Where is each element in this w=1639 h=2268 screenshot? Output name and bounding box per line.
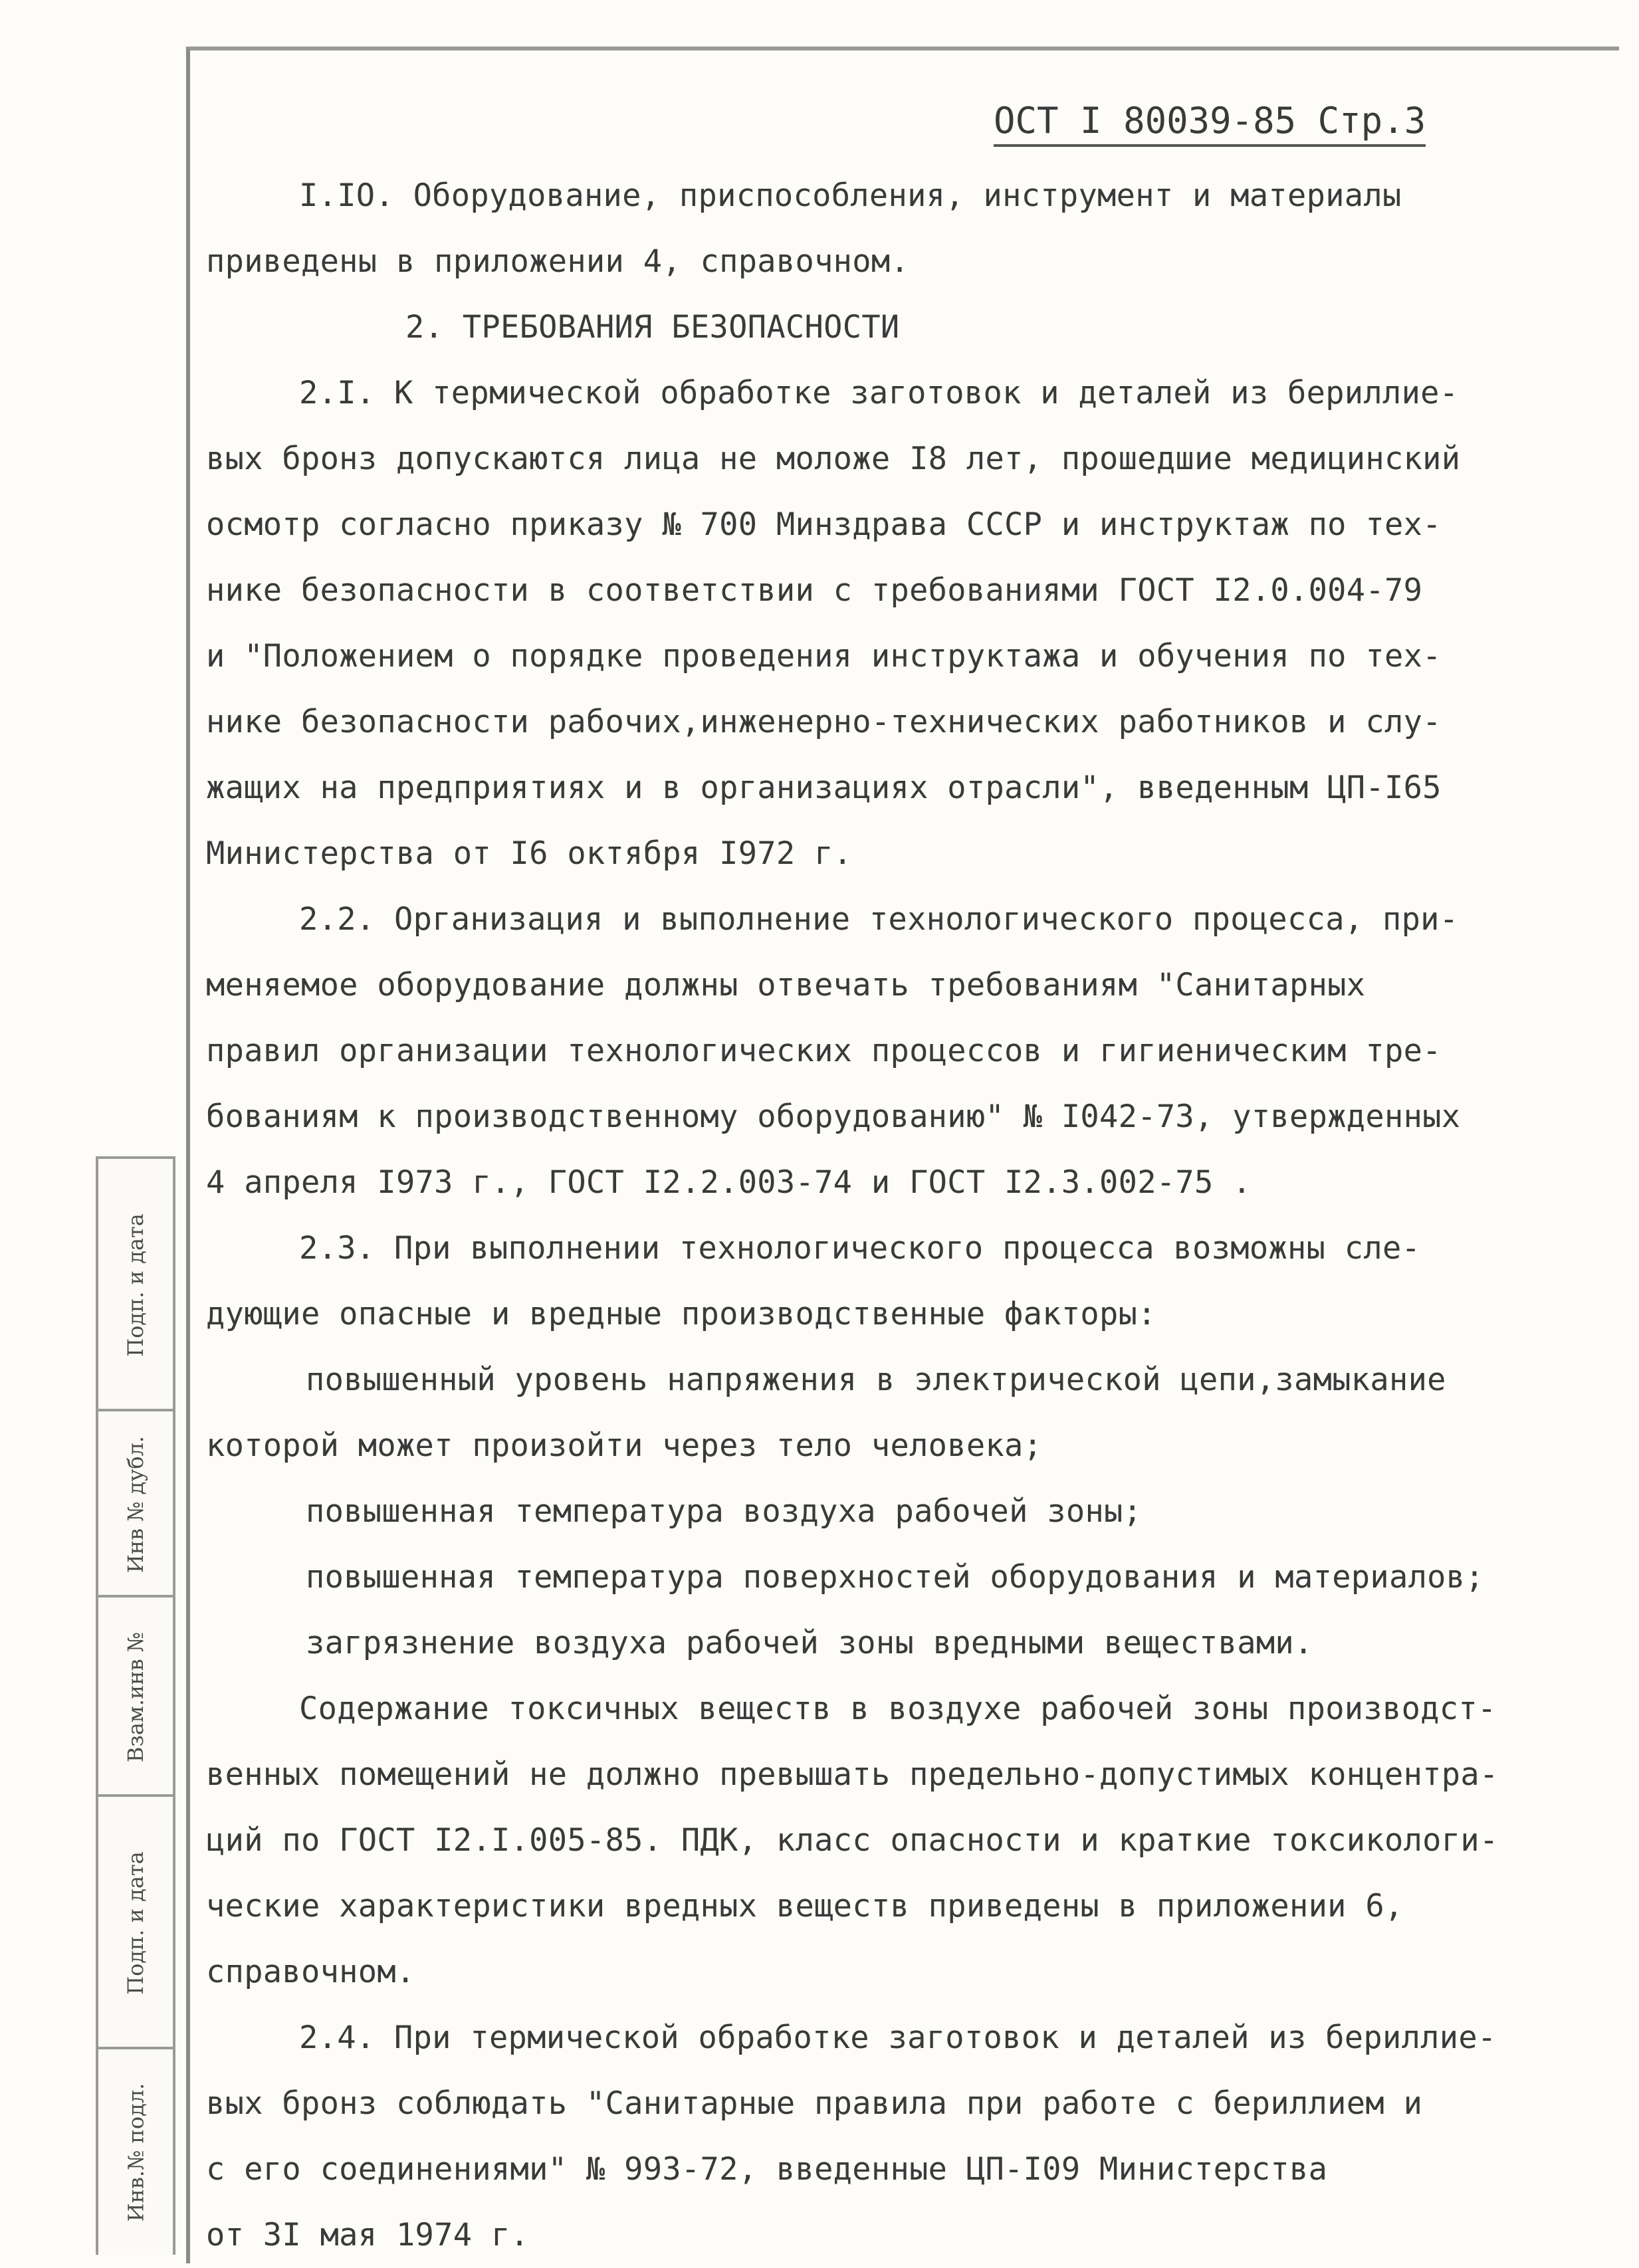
text-line: вых бронз соблюдать "Санитарные правила при работе с бериллием и — [206, 2085, 1423, 2122]
document-body — [206, 163, 1608, 2268]
text-line: справочном. — [206, 1954, 415, 1990]
text-line: бованиям к производственному оборудованию" № I042-73, утвержденных — [206, 1098, 1461, 1135]
text-line: ций по ГОСТ I2.I.005-85. ПДК, класс опасности и краткие токсикологи- — [206, 1822, 1499, 1859]
stamp-label: Подп. и дата — [123, 1851, 149, 1995]
text-line: Министерства от I6 октября I972 г. — [206, 835, 853, 872]
text-line: 2.2. Организация и выполнение технологического процесса, при- — [299, 901, 1459, 938]
stamp-label: Инв № дубл. — [123, 1435, 149, 1574]
text-line: дующие опасные и вредные производственные факторы: — [206, 1296, 1156, 1332]
stamp-inv-dubl — [96, 1409, 175, 1598]
stamp-label: Взам.инв № — [123, 1631, 149, 1763]
text-line: Содержание токсичных веществ в воздухе рабочей зоны производст- — [299, 1691, 1497, 1727]
stamp-vzam-inv — [96, 1595, 175, 1797]
stamp-inv-podl — [96, 2047, 175, 2255]
text-line: ческие характеристики вредных веществ приведены в приложении 6, — [206, 1888, 1404, 1924]
text-line: I.IO. Оборудование, приспособления, инструмент и материалы — [299, 177, 1402, 214]
text-line: правил организации технологических процессов и гигиеническим тре- — [206, 1033, 1442, 1069]
text-line: с его соединениями" № 993-72, введенные ЦП-I09 Министерства — [206, 2151, 1328, 2188]
text-line: осмотр согласно приказу № 700 Минздрава СССР и инструктаж по тех- — [206, 506, 1442, 543]
stamp-label: Инв.№ подл. — [123, 2083, 149, 2221]
text-line: вых бронз допускаются лица не моложе I8 лет, прошедшие медицинский — [206, 441, 1461, 477]
text-line: загрязнение воздуха рабочей зоны вредными веществами. — [306, 1625, 1313, 1661]
text-line: меняемое оборудование должны отвечать требованиям "Санитарных — [206, 967, 1366, 1003]
section-heading: 2. ТРЕБОВАНИЯ БЕЗОПАСНОСТИ — [405, 309, 900, 346]
text-line: 4 апреля I973 г., ГОСТ I2.2.003-74 и ГОСТ I2.3.002-75 . — [206, 1164, 1252, 1201]
stamp-podp-data — [96, 1156, 175, 1411]
text-line: 2.I. К термической обработке заготовок и деталей из бериллие- — [299, 375, 1459, 411]
document-header: ОСТ I 80039-85 Стр.3 — [994, 100, 1426, 147]
text-line: нике безопасности рабочих,инженерно-технических работников и слу- — [206, 704, 1442, 740]
stamp-podp-data-2 — [96, 1794, 175, 2049]
text-line: повышенная температура воздуха рабочей зоны; — [306, 1493, 1143, 1530]
text-line: от 3I мая 1974 г. — [206, 2217, 530, 2253]
text-line: нике безопасности в соответствии с требованиями ГОСТ I2.0.004-79 — [206, 572, 1423, 609]
text-line: венных помещений не должно превышать предельно-допустимых концентра- — [206, 1756, 1499, 1793]
text-line: 2.3. При выполнении технологического процесса возможны сле- — [299, 1230, 1421, 1267]
text-line: повышенный уровень напряжения в электрической цепи,замыкание — [306, 1362, 1446, 1398]
text-line: повышенная температура поверхностей оборудования и материалов; — [306, 1559, 1484, 1596]
stamp-label: Подп. и дата — [123, 1213, 149, 1357]
text-line: жащих на предприятиях и в организациях отрасли", введенным ЦП-I65 — [206, 770, 1442, 806]
text-line: приведены в приложении 4, справочном. — [206, 243, 910, 280]
text-line: и "Положением о порядке проведения инструктажа и обучения по тех- — [206, 638, 1442, 674]
text-line: которой может произойти через тело человека; — [206, 1427, 1043, 1464]
text-line: 2.4. При термической обработке заготовок и деталей из бериллие- — [299, 2019, 1497, 2056]
